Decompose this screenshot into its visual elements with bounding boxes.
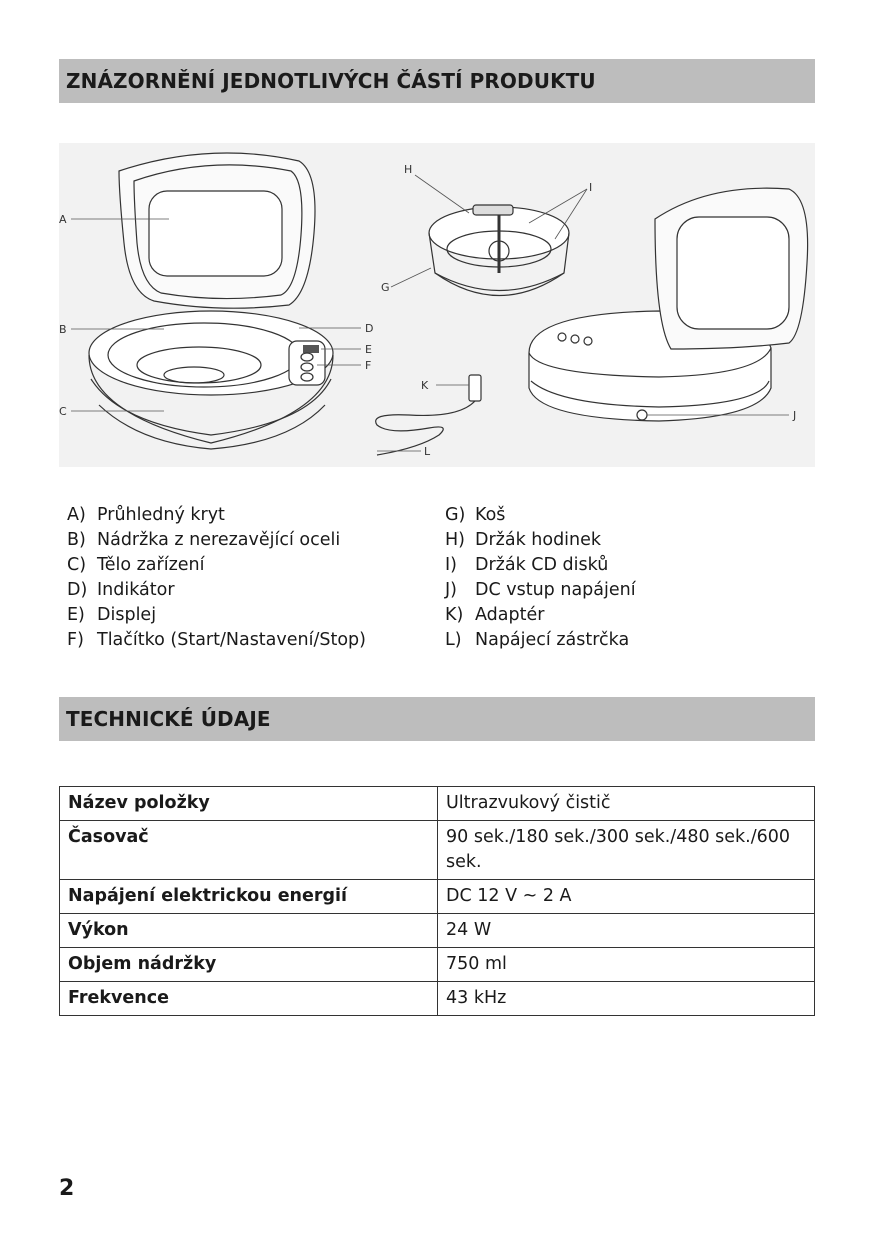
callout-j: J (793, 409, 797, 422)
callout-k: K (421, 379, 429, 392)
callout-d: D (365, 322, 374, 335)
spec-value: DC 12 V ~ 2 A (438, 880, 815, 914)
legend-item: G) Koš (445, 505, 506, 525)
spec-key: Časovač (60, 821, 438, 880)
table-row (60, 982, 815, 1016)
legend-item: K) Adaptér (445, 605, 545, 625)
legend-item: L) Napájecí zástrčka (445, 630, 630, 650)
legend-item: I) Držák CD disků (445, 555, 609, 575)
table-row (60, 948, 815, 982)
page-number: 2 (59, 1176, 75, 1201)
table-row (60, 914, 815, 948)
adapter-illustration (376, 375, 481, 455)
callout-g: G (381, 281, 390, 294)
spec-value: 750 ml (438, 948, 815, 982)
basket-illustration (429, 205, 569, 296)
legend-item: A) Průhledný kryt (67, 505, 225, 525)
callout-i: I (589, 181, 593, 194)
table-row (60, 787, 815, 821)
spec-value: 90 sek./180 sek./300 sek./480 sek./600 sek. (438, 821, 815, 880)
section-title: TECHNICKÉ ÚDAJE (66, 707, 271, 731)
section-header-parts (59, 59, 815, 103)
parts-legend-right (445, 503, 636, 653)
callout-h: H (404, 163, 413, 176)
callout-a: A (59, 213, 67, 226)
section-header-tech (59, 697, 815, 741)
spec-value: 43 kHz (438, 982, 815, 1016)
spec-key: Napájení elektrickou energií (60, 880, 438, 914)
parts-legend-left (67, 503, 366, 653)
device-open-illustration (89, 153, 333, 449)
device-side-illustration (529, 188, 808, 421)
spec-key: Výkon (60, 914, 438, 948)
callout-f: F (365, 359, 372, 372)
legend-item: E) Displej (67, 605, 157, 625)
callout-c: C (59, 405, 67, 418)
callout-b: B (59, 323, 67, 336)
spec-key: Název položky (60, 787, 438, 821)
callout-e: E (365, 343, 372, 356)
callout-l: L (424, 445, 431, 458)
legend-item: H) Držák hodinek (445, 530, 602, 550)
legend-item: J) DC vstup napájení (445, 580, 636, 600)
legend-item: D) Indikátor (67, 580, 175, 600)
spec-key: Objem nádržky (60, 948, 438, 982)
table-row (60, 880, 815, 914)
legend-item: B) Nádržka z nerezavějící oceli (67, 530, 341, 550)
legend-item: C) Tělo zařízení (67, 555, 205, 575)
spec-value: 24 W (438, 914, 815, 948)
tech-spec-table (59, 786, 815, 1016)
product-parts-figure (59, 143, 815, 467)
spec-value: Ultrazvukový čistič (438, 787, 815, 821)
table-row (60, 821, 815, 880)
spec-key: Frekvence (60, 982, 438, 1016)
section-title: ZNÁZORNĚNÍ JEDNOTLIVÝCH ČÁSTÍ PRODUKTU (66, 69, 596, 93)
legend-item: F) Tlačítko (Start/Nastavení/Stop) (67, 630, 366, 650)
